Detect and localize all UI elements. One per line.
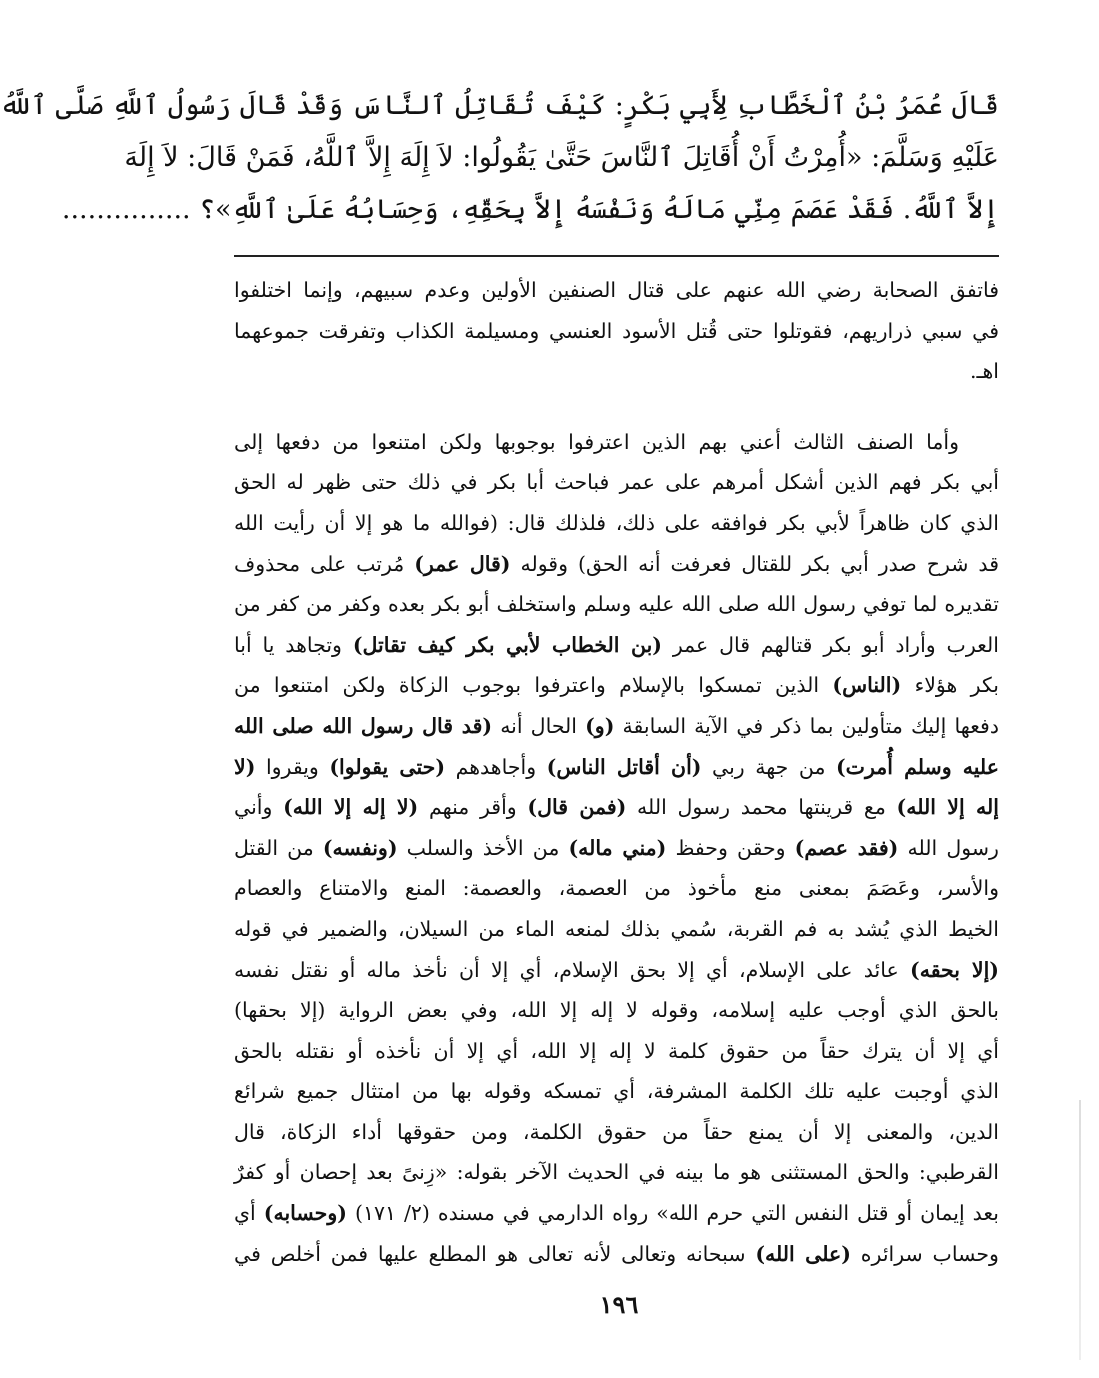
text-run: مع قرينتها محمد رسول الله — [637, 795, 886, 820]
text-run: ويقروا — [265, 754, 319, 779]
text-run: بكر هؤلاء — [914, 673, 999, 698]
commentary-line: وأما الصنف الثالث أعني بهم الذين اعترفوا بوجوبها ولكن امتنعوا من دفعها إلى — [234, 429, 959, 454]
bold-phrase: (على الله) — [755, 1241, 851, 1266]
bold-phrase: (و) — [585, 713, 615, 738]
commentary-line: في سبي ذراريهم، فقوتلوا حتى قُتل الأسود العنسي ومسيلمة الكذاب وتفرقت جموعهما — [234, 318, 999, 343]
bold-phrase: (أن أقاتل الناس) — [546, 754, 702, 779]
text-run: من جهة ربي — [712, 754, 826, 779]
commentary-line: الذي كان ظاهراً لأبي بكر فوافقه على ذلك، فلذلك قال: (فوالله ما هو إلا أن رأيت الله — [234, 510, 999, 535]
commentary-line: الذي أوجبت عليه تلك الكلمة المشرفة، أي تمسكه وقوله بها من امتثال جميع شرائع — [234, 1079, 1000, 1104]
hadith-line-3: إِلاَّ ٱللَّهُ. فَقَدْ عَصَمَ مِنِّي مَالَهُ وَنَفْسَهُ إِلاَّ بِحَقِّهِ، وَحِسَابُهُ عَلَىٰ ٱللَّهِ»؟ ............... — [61, 194, 999, 225]
commentary-line: أبي بكر فهم الذين أشكل أمرهم على عمر فباحث أبا بكر في ذلك حتى ظهر له الحق — [234, 470, 999, 495]
bold-phrase: (إلا بحقه) — [910, 957, 999, 982]
text-run: وتجاهد يا أبا — [234, 632, 342, 657]
commentary-line — [234, 787, 999, 828]
hadith-text — [0, 80, 999, 236]
commentary-line: أي إلا أن يترك حقاً من حقوق كلمة لا إله إلا الله، أي إلا أن نأخذه أو نقتله بالحق — [234, 1038, 999, 1063]
commentary-line — [234, 1234, 999, 1275]
commentary-line — [234, 544, 999, 585]
bold-phrase: (بن الخطاب لأبي بكر كيف تقاتل) — [352, 632, 662, 657]
bold-phrase: (ونفسه) — [322, 835, 398, 860]
text-run: العرب وأراد أبو بكر قتالهم قال عمر — [672, 632, 999, 657]
paragraph-gap — [234, 392, 999, 422]
commentary-line: القرطبي: والحق المستثنى هو ما بينه في الحديث الآخر بقوله: «زِنىً بعد إحصان أو كفرٌ — [234, 1160, 999, 1185]
text-run: وأقر منهم — [428, 795, 517, 820]
commentary-line: والأسر، وعَصَمَ بمعنى منع مأخوذ من العصمة، والعصمة: المنع والامتناع والعصام — [234, 876, 999, 901]
bold-phrase: (قد قال رسول الله صلى الله — [234, 713, 493, 738]
commentary-line — [234, 706, 999, 747]
text-run: دفعها إليك متأولين بما ذكر في الآية السابقة — [622, 713, 999, 738]
text-run: وأجاهدهم — [455, 754, 537, 779]
text-run: من القتل — [234, 835, 314, 860]
separator-rule — [234, 255, 999, 257]
bold-phrase: (فقد عصم) — [794, 835, 899, 860]
bold-phrase: (قال عمر) — [414, 551, 511, 576]
commentary-text — [234, 270, 999, 1274]
text-run: الحال أنه — [500, 713, 577, 738]
text-run: رسول الله — [907, 835, 999, 860]
text-run: سبحانه وتعالى لأنه تعالى هو المطلع عليها فمن أخلص في — [234, 1241, 746, 1266]
bold-phrase: (فمن قال) — [527, 795, 627, 820]
text-run: مُرتب على محذوف — [234, 551, 405, 576]
bold-phrase: (لا إله إلا الله) — [283, 795, 419, 820]
bold-phrase: إله إلا الله) — [896, 795, 999, 820]
commentary-line — [234, 747, 999, 788]
bold-phrase: (مني ماله) — [568, 835, 667, 860]
bold-phrase: (الناس) — [832, 673, 902, 698]
commentary-line: الخيط الذي يُشد به فم القربة، سُمي بذلك لمنعه الماء من السيلان، والضمير في قوله — [234, 916, 999, 941]
commentary-line: تقديره لما توفي رسول الله صلى الله عليه وسلم واستخلف أبو بكر بعده وكفر من كفر من — [234, 592, 999, 617]
commentary-line — [234, 950, 999, 991]
commentary-line — [234, 828, 999, 869]
text-run: الذين تمسكوا بالإسلام واعترفوا بوجوب الزكاة ولكن امتنعوا من — [234, 673, 820, 698]
text-run: أي — [234, 1201, 256, 1226]
text-run: قد شرح صدر أبي بكر للقتال فعرفت أنه الحق) وقوله — [520, 551, 999, 576]
commentary-line: بالحق الذي أوجب عليه إسلامه، وقوله لا إله إلا الله، وفي بعض الرواية (إلا بحقها) — [234, 998, 999, 1023]
commentary-line: اهـ. — [969, 359, 999, 384]
bold-phrase: (حتى يقولوا) — [329, 754, 446, 779]
hadith-line-2: عَلَيْهِ وَسَلَّمَ: «أُمِرْتُ أَنْ أُقَاتِلَ ٱلنَّاسَ حَتَّىٰ يَقُولُوا: لاَ إِلَهَ إِلاَّ ٱللَّهُ، فَمَنْ قَالَ: لاَ إِلَهَ — [124, 142, 999, 173]
commentary-line — [234, 625, 999, 666]
text-run: عائد على الإسلام، أي إلا بحق الإسلام، أي إلا أن نأخذ ماله أو نقتل نفسه — [234, 957, 899, 982]
text-run: من الأخذ والسلب — [406, 835, 560, 860]
hadith-line-1: قَالَ عُمَرُ بْنُ ٱلْخَطَّابِ لِأَبِي بَكْرٍ: كَيْفَ تُقَاتِلُ ٱلنَّاسَ وَقَدْ قَالَ رَسُولُ ٱللَّهِ صَلَّى ٱللَّهُ — [0, 90, 999, 121]
commentary-line: فاتفق الصحابة رضي الله عنهم على قتال الصنفين الأولين وعدم سبيهم، وإنما اختلفوا — [234, 278, 999, 302]
bold-phrase: (وحسابه) — [263, 1201, 347, 1226]
text-run: بعد إيمان أو قتل النفس التي حرم الله» رواه الدارمي في مسنده (٢/ ١٧١) — [354, 1201, 999, 1226]
text-run: وحقن وحفظ — [675, 835, 786, 860]
scan-edge-mark — [1079, 1100, 1081, 1360]
text-run: وأني — [234, 795, 273, 820]
commentary-line — [234, 665, 999, 706]
bold-phrase: عليه وسلم أُمرت) — [835, 754, 999, 779]
text-run: وحساب سرائره — [860, 1241, 999, 1266]
commentary-line: الدين، والمعنى إلا أن يمنع حقاً من حقوق الكلمة، ومن حقوقها أداء الزكاة، قال — [234, 1119, 999, 1144]
bold-phrase: (لا — [234, 754, 256, 779]
commentary-line — [234, 1193, 999, 1234]
page-number: ١٩٦ — [599, 1290, 639, 1319]
